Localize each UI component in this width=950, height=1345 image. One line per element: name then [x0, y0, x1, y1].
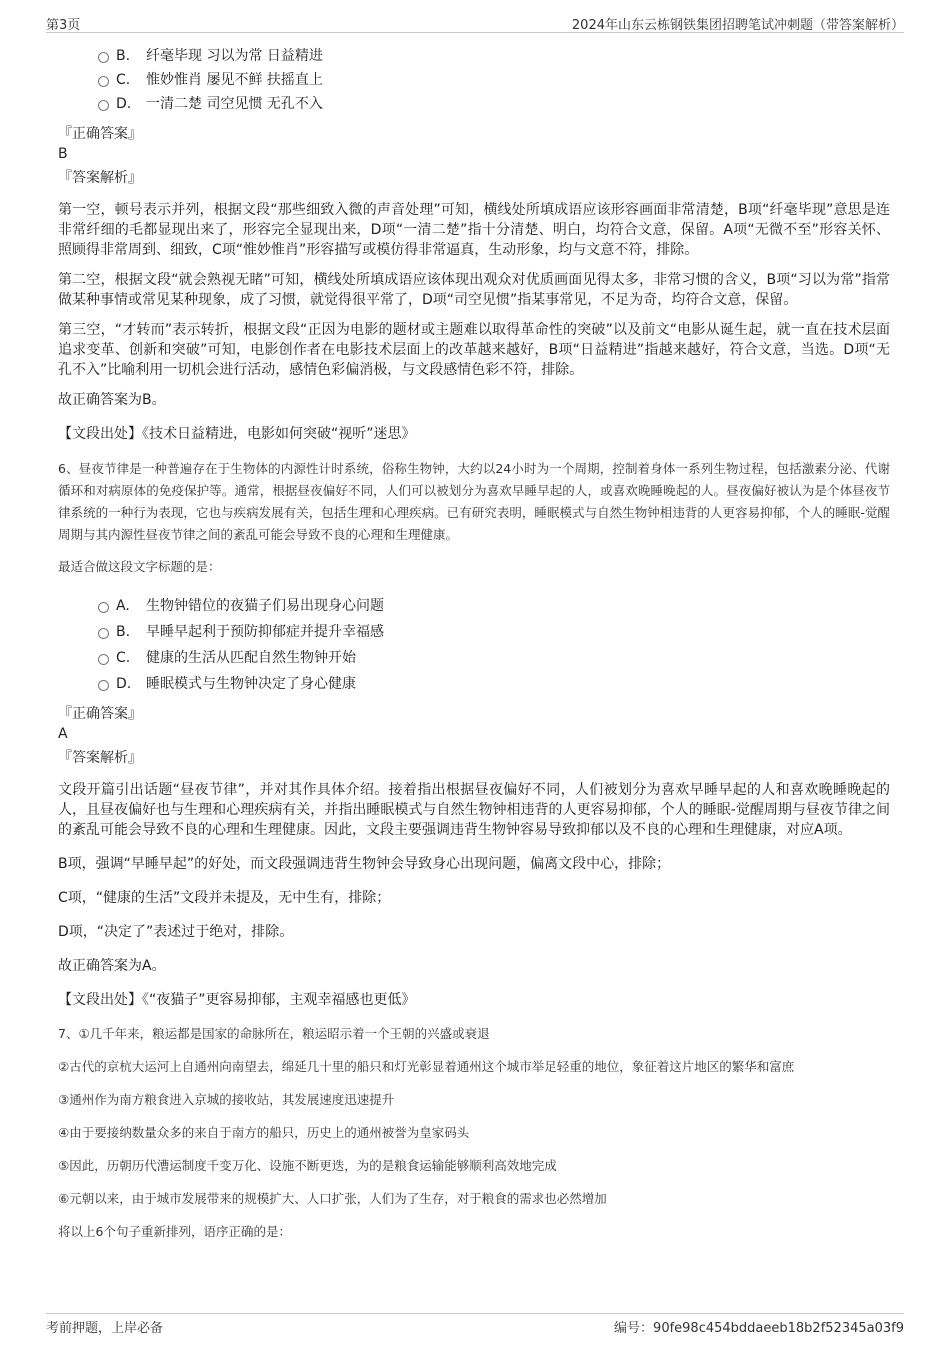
question-stem: 6、昼夜节律是一种普遍存在于生物体的内源性计时系统，俗称生物钟，大约以24小时为一个周期，控制着身体一系列生物过程，包括激素分泌、代谢循环和对病原体的免疫保护等。通常，根据昼夜偏好不同，人们可以被划分为喜欢早睡早起的人，或喜欢晚睡晚起的人。昼夜偏好被认为是个体昼夜节律系统的一种行为表现，它也与疾病发展有关，包括生理和心理疾病。已有研究表明，睡眠模式与自然生物钟相违背的人更容易抑郁，个人的睡眠-觉醒周期与其内源性昼夜节律之间的紊乱可能会导致不良的心理和生理健康。 — [58, 461, 890, 542]
analysis-paragraph: 第二空，根据文段“就会熟视无睹”可知，横线处所填成语应该体现出观众对优质画面见得太多，非常习惯的含义，B项“习以为常”指常做某种事情或常见某种现象，成了习惯，就觉得很平常了，D项“司空见惯”指某事常见，不足为奇，均符合文意，保留。 — [58, 272, 890, 308]
option-c[interactable]: C. 惟妙惟肖 屡见不鲜 扶摇直上 — [58, 68, 890, 92]
document-body — [58, 44, 890, 1255]
option-d[interactable]: D. 睡眠模式与生物钟决定了身心健康 — [58, 672, 890, 698]
analysis-paragraph: 文段开篇引出话题“昼夜节律”，并对其作具体介绍。接着指出根据昼夜偏好不同，人们被划分为喜欢早睡早起的人和喜欢晚睡晚起的人，且昼夜偏好也与生理和心理疾病有关，并指出睡眠模式与自然生物钟相违背的人更容易抑郁，个人的睡眠-觉醒周期与昼夜节律之间的紊乱可能会导致不良的心理和生理健康。因此，文段主要强调违背生物钟容易导致抑郁以及不良的心理和生理健康，对应A项。 — [58, 782, 890, 838]
analysis-paragraph: B项，强调“早睡早起”的好处，而文段强调违背生物钟会导致身心出现问题，偏离文段中心，排除； — [58, 856, 671, 872]
analysis-conclusion: 故正确答案为A。 — [58, 958, 166, 974]
radio-icon[interactable] — [98, 52, 109, 63]
radio-icon[interactable] — [98, 602, 109, 613]
sentence: ④由于要接纳数量众多的来自于南方的船只，历史上的通州被誉为皇家码头 — [58, 1125, 470, 1140]
radio-icon[interactable] — [98, 76, 109, 87]
source-citation: 【文段出处】《技术日益精进，电影如何突破“视听”迷思》 — [58, 426, 416, 442]
sentence: ⑥元朝以来，由于城市发展带来的规模扩大、人口扩张，人们为了生存，对于粮食的需求也必然增加 — [58, 1191, 607, 1206]
page-footer — [46, 1313, 904, 1338]
analysis-paragraph: C项，“健康的生活”文段并未提及，无中生有，排除； — [58, 890, 391, 906]
answer-value: B — [58, 146, 68, 162]
q6-options — [58, 594, 890, 698]
sentence: ③通州作为南方粮食进入京城的接收站，其发展速度迅速提升 — [58, 1092, 395, 1107]
radio-icon[interactable] — [98, 680, 109, 691]
radio-icon[interactable] — [98, 100, 109, 111]
page-header — [46, 8, 904, 33]
page-number: 第3页 — [46, 18, 81, 33]
option-d[interactable]: D. 一清二楚 司空见惯 无孔不入 — [58, 92, 890, 116]
footer-slogan: 考前押题，上岸必备 — [46, 1321, 164, 1336]
option-b[interactable]: B. 纤毫毕现 习以为常 日益精进 — [58, 44, 890, 68]
question-prompt: 最适合做这段文字标题的是： — [58, 559, 221, 574]
question-prompt: 将以上6个句子重新排列，语序正确的是： — [58, 1224, 291, 1239]
answer-label: 『正确答案』 — [58, 706, 142, 722]
analysis-label: 『答案解析』 — [58, 750, 142, 766]
sentence: ⑤因此，历朝历代漕运制度千变万化、设施不断更迭，为的是粮食运输能够顺利高效地完成 — [58, 1158, 557, 1173]
option-a[interactable]: A. 生物钟错位的夜猫子们易出现身心问题 — [58, 594, 890, 620]
option-c[interactable]: C. 健康的生活从匹配自然生物钟开始 — [58, 646, 890, 672]
analysis-paragraph: 第一空，顿号表示并列，根据文段“那些细致入微的声音处理”可知，横线处所填成语应该形容画面非常清楚，B项“纤毫毕现”意思是连非常纤细的毛都显现出来了，形容完全显现出来，D项“一清二楚”指十分清楚、明白，均符合文意，保留。A项“无微不至”形容关怀、照顾得非常周到、细致，C项“惟妙惟肖”形容描写或模仿得非常逼真，生动形象，均与文意不符，排除。 — [58, 202, 890, 258]
sentence: 7、①几千年来，粮运都是国家的命脉所在，粮运昭示着一个王朝的兴盛或衰退 — [58, 1026, 490, 1041]
analysis-paragraph: D项，“决定了”表述过于绝对，排除。 — [58, 924, 294, 940]
q5-options — [58, 44, 890, 116]
answer-label: 『正确答案』 — [58, 126, 142, 142]
analysis-conclusion: 故正确答案为B。 — [58, 392, 166, 408]
document-title: 2024年山东云栋钢铁集团招聘笔试冲刺题（带答案解析） — [571, 18, 904, 33]
sentence: ②古代的京杭大运河上自通州向南望去，绵延几十里的船只和灯光彰显着通州这个城市举足轻重的地位，象征着这片地区的繁华和富庶 — [58, 1059, 795, 1074]
radio-icon[interactable] — [98, 628, 109, 639]
analysis-paragraph: 第三空，“才转而”表示转折，根据文段“正因为电影的题材或主题难以取得革命性的突破”以及前文“电影从诞生起，就一直在技术层面追求变革、创新和突破”可知，电影创作者在电影技术层面上的改革越来越好，B项“日益精进”指越来越好，符合文意，当选。D项“无孔不入”比喻利用一切机会进行活动，感情色彩偏消极，与文段感情色彩不符，排除。 — [58, 322, 890, 378]
option-b[interactable]: B. 早睡早起利于预防抑郁症并提升幸福感 — [58, 620, 890, 646]
source-citation: 【文段出处】《“夜猫子”更容易抑郁，主观幸福感也更低》 — [58, 992, 416, 1008]
document-id: 编号：90fe98c454bddaeeb18b2f52345a03f9 — [614, 1321, 904, 1336]
analysis-label: 『答案解析』 — [58, 170, 142, 186]
radio-icon[interactable] — [98, 654, 109, 665]
answer-value: A — [58, 726, 68, 742]
